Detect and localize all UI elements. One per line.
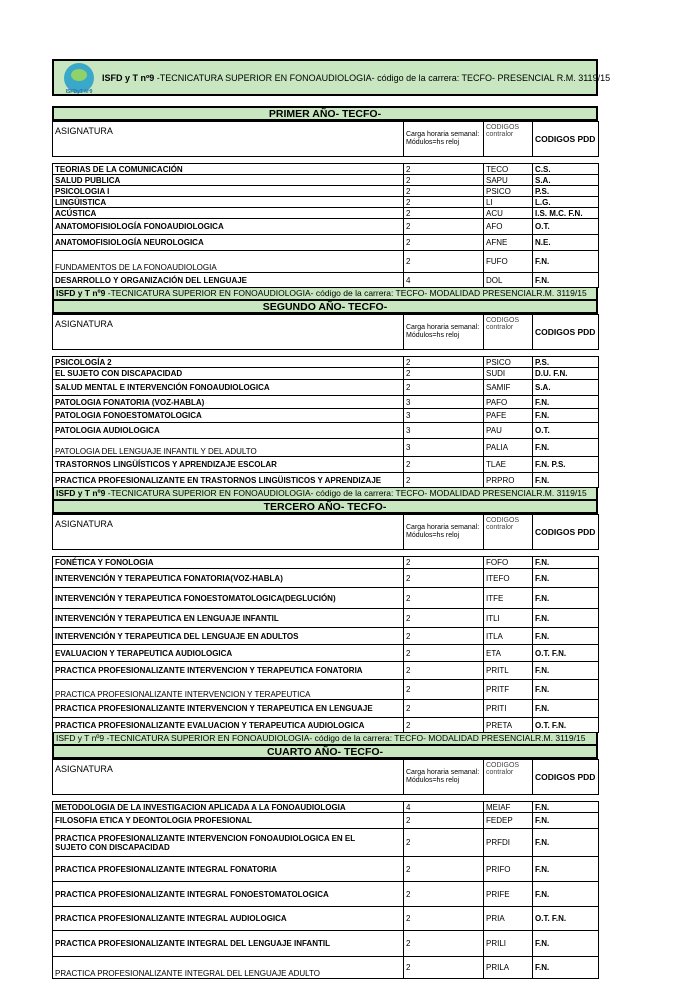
table-row: ACÚSTICA 2 ACU I.S. M.C. F.N. — [53, 208, 599, 219]
table-header-row — [53, 122, 599, 157]
table-row: ANATOMOFISIOLOGÍA NEUROLOGICA 2 AFNE N.E. — [53, 235, 599, 251]
table-row: PRACTICA PROFESIONALIZANTE EN TRASTORNOS LINGÜISTICOS Y APRENDIZAJE 2 PRPRO F.N. — [53, 473, 599, 488]
year-title: CUARTO AÑO- TECFO- — [52, 744, 598, 759]
table-row: PRACTICA PROFESIONALIZANTE INTEGRAL DEL LENGUAJE ADULTO 2 PRILA F.N. — [53, 957, 599, 979]
table-row: PRACTICA PROFESIONALIZANTE INTEGRAL FONOESTOMATOLOGICA 2 PRIFE F.N. — [53, 882, 599, 907]
table-row: SALUD PUBLICA 2 SAPU S.A. — [53, 175, 599, 186]
subjects-table-year-4 — [52, 759, 599, 979]
subjects-table-year-1 — [52, 121, 599, 288]
table-header-row: ASIGNATURA Carga horaria semanal: Módulos=hs reloj CODIGOS contralor CODIGOS PDD — [53, 315, 599, 350]
table-row: FILOSOFIA ETICA Y DEONTOLOGIA PROFESIONAL 2 FEDEP F.N. — [53, 813, 599, 829]
table-row: TRASTORNOS LINGÜÍSTICOS Y APRENDIZAJE ESCOLAR 2 TLAE F.N. P.S. — [53, 457, 599, 473]
subjects-table-year-2 — [52, 314, 599, 488]
table-row: INTERVENCIÓN Y TERAPEUTICA DEL LENGUAJE EN ADULTOS 2 ITLA F.N. — [53, 628, 599, 645]
col-codes: CODIGOS contralor — [484, 122, 533, 157]
table-row: PSICOLOGÍA 2 2 PSICO P.S. — [53, 357, 599, 368]
year-title: SEGUNDO AÑO- TECFO- — [52, 299, 598, 314]
header-title: ISFD y T nº9 -TECNICATURA SUPERIOR EN FONOAUDIOLOGIA- código de la carrera: TECFO- PRESENCIAL R.M. 3119/15 — [102, 72, 611, 83]
table-header-row: ASIGNATURA Carga horaria semanal: Módulos=hs reloj CODIGOS contralor CODIGOS PDD — [53, 515, 599, 550]
subjects-table-year-3 — [52, 514, 599, 733]
program-band: ISFD y T nº9 -TECNICATURA SUPERIOR EN FONOAUDIOLOGIA- código de la carrera: TECFO- MODALIDAD PRESENCIALR.M. 3119/15 — [52, 288, 598, 299]
table-row: TEORIAS DE LA COMUNICACIÓN 2 TECO C.S. — [53, 164, 599, 175]
table-row: PRACTICA PROFESIONALIZANTE INTERVENCION Y TERAPEUTICA EN LENGUAJE 2 PRITI F.N. — [53, 700, 599, 718]
table-row: EVALUACION Y TERAPEUTICA AUDIOLOGICA 2 ETA O.T. F.N. — [53, 645, 599, 662]
table-row: EL SUJETO CON DISCAPACIDAD 2 SUDI D.U. F.N. — [53, 368, 599, 380]
year-title: TERCERO AÑO- TECFO- — [52, 499, 598, 514]
year-title: PRIMER AÑO- TECFO- — [52, 106, 598, 121]
table-row: PATOLOGIA DEL LENGUAJE INFANTIL Y DEL ADULTO 3 PALIA F.N. — [53, 439, 599, 457]
program-band: ISFD y T nº9 -TECNICATURA SUPERIOR EN FONOAUDIOLOGIA- código de la carrera: TECFO- MODALIDAD PRESENCIALR.M. 3119/15 — [52, 733, 598, 744]
table-row: PATOLOGIA FONATORIA (VOZ-HABLA) 3 PAFO F.N. — [53, 396, 599, 409]
table-row: PATOLOGIA FONOESTOMATOLOGICA 3 PAFE F.N. — [53, 409, 599, 423]
table-row: PRACTICA PROFESIONALIZANTE INTEGRAL AUDIOLOGICA 2 PRIA O.T. F.N. — [53, 907, 599, 931]
document-header — [52, 59, 611, 96]
table-row: LINGÜISTICA 2 LI L.G. — [53, 197, 599, 208]
table-header-row: ASIGNATURA Carga horaria semanal: Módulos=hs reloj CODIGOS contralor CODIGOS PDD — [53, 760, 599, 795]
table-row: DESARROLLO Y ORGANIZACIÓN DEL LENGUAJE 4 DOL F.N. — [53, 273, 599, 288]
table-row: PSICOLOGIA I 2 PSICO P.S. — [53, 186, 599, 197]
table-row: METODOLOGIA DE LA INVESTIGACION APLICADA A LA FONOAUDIOLOGIA 4 MEIAF F.N. — [53, 802, 599, 813]
table-row: PRACTICA PROFESIONALIZANTE INTERVENCION Y TERAPEUTICA 2 PRITF F.N. — [53, 680, 599, 700]
col-load: Carga horaria semanal: Módulos=hs reloj — [404, 122, 484, 157]
table-row: PRACTICA PROFESIONALIZANTE INTERVENCION Y TERAPEUTICA FONATORIA 2 PRITL F.N. — [53, 662, 599, 680]
table-row: INTERVENCIÓN Y TERAPEUTICA EN LENGUAJE INFANTIL 2 ITLI F.N. — [53, 609, 599, 628]
table-row: PRACTICA PROFESIONALIZANTE EVALUACION Y TERAPEUTICA AUDIOLOGICA 2 PRETA O.T. F.N. — [53, 718, 599, 733]
table-row: ANATOMOFISIOLOGÍA FONOAUDIOLOGICA 2 AFO O.T. — [53, 219, 599, 235]
col-pdd: CODIGOS PDD — [533, 122, 599, 157]
table-row: INTERVENCIÓN Y TERAPEUTICA FONOESTOMATOLOGICA(DEGLUCIÓN) 2 ITFE F.N. — [53, 588, 599, 609]
institution-logo-icon — [64, 63, 94, 93]
table-row: PRACTICA PROFESIONALIZANTE INTEGRAL FONATORIA 2 PRIFO F.N. — [53, 857, 599, 882]
logo-text: ISFDyT Nº9 — [65, 88, 93, 95]
program-band: ISFD y T nº9 -TECNICATURA SUPERIOR EN FONOAUDIOLOGIA- código de la carrera: TECFO- MODALIDAD PRESENCIALR.M. 3119/15 — [52, 488, 598, 499]
curriculum-sheet — [52, 59, 611, 979]
table-row: FONÉTICA Y FONOLOGIA 2 FOFO F.N. — [53, 557, 599, 569]
table-row: PRACTICA PROFESIONALIZANTE INTEGRAL DEL LENGUAJE INFANTIL 2 PRILI F.N. — [53, 931, 599, 957]
table-row: PATOLOGIA AUDIOLOGICA 3 PAU O.T. — [53, 423, 599, 439]
table-row: SALUD MENTAL E INTERVENCIÓN FONOAUDIOLOGICA 2 SAMIF S.A. — [53, 380, 599, 396]
table-row: PRACTICA PROFESIONALIZANTE INTERVENCION FONOAUDIOLOGICA EN EL SUJETO CON DISCAPACIDAD 2 PRFDI F.N. — [53, 829, 599, 857]
col-subject: ASIGNATURA — [53, 122, 404, 157]
table-row: FUNDAMENTOS DE LA FONOAUDIOLOGIA 2 FUFO F.N. — [53, 251, 599, 273]
table-row: INTERVENCIÓN Y TERAPEUTICA FONATORIA(VOZ-HABLA) 2 ITEFO F.N. — [53, 569, 599, 588]
